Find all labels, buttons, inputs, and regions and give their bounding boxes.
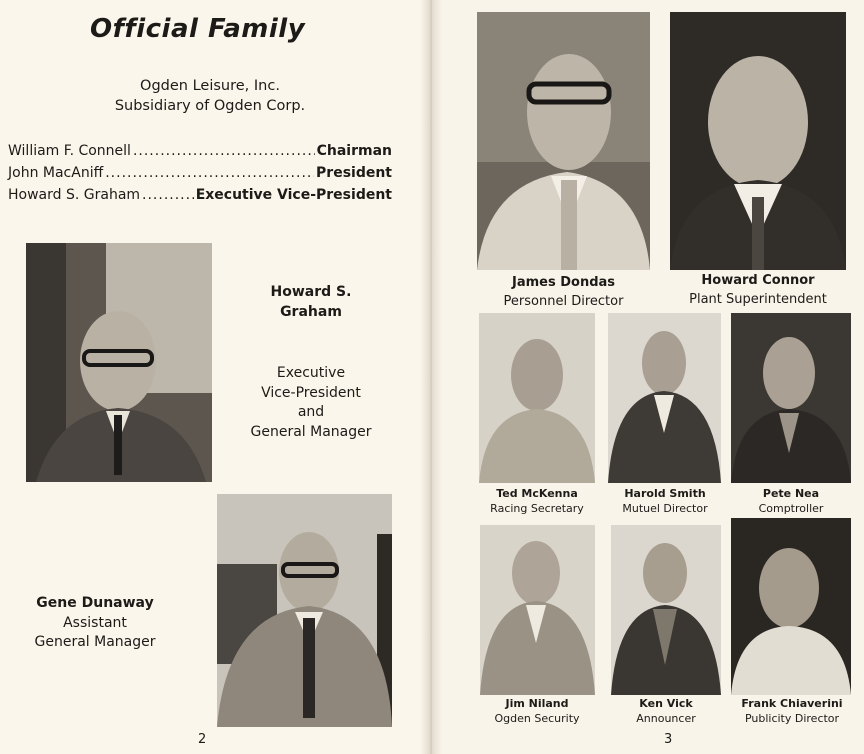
- officer-name: John MacAniff: [8, 165, 104, 181]
- person-name: Pete Nea: [762, 487, 820, 500]
- portrait-photo-dondas: [477, 12, 650, 270]
- portrait-photo-vick: [611, 525, 721, 695]
- person-title: Comptroller: [758, 502, 824, 515]
- person-title: Plant Superintendent: [689, 292, 827, 307]
- person-name: Graham: [280, 304, 342, 320]
- company-block: [60, 76, 360, 116]
- company-name: Ogden Leisure, Inc.: [140, 78, 280, 94]
- portrait-photo-graham: [26, 243, 212, 482]
- person-title: Mutuel Director: [622, 502, 708, 515]
- smith-caption: [604, 486, 726, 516]
- person-name: Ted McKenna: [496, 487, 578, 500]
- officer-row: [8, 162, 392, 184]
- portrait-photo-niland: [480, 525, 595, 695]
- person-title: General Manager: [34, 634, 156, 650]
- leader-dots: [133, 140, 315, 162]
- vick-caption: [604, 696, 728, 726]
- person-title: Executive: [276, 365, 346, 381]
- leader-dots: [142, 184, 194, 206]
- officers-list: [8, 140, 392, 206]
- person-name: Jim Niland: [505, 697, 569, 710]
- officer-row: [8, 140, 392, 162]
- person-title: Personnel Director: [503, 294, 624, 309]
- officer-role: President: [316, 165, 392, 181]
- portrait-photo-mckenna: [479, 313, 595, 483]
- nea-caption: [731, 486, 851, 516]
- person-name: Howard S.: [270, 284, 352, 300]
- right-page: [428, 0, 864, 754]
- person-title: Vice-President: [261, 384, 361, 401]
- page-number: 2: [198, 732, 207, 747]
- company-subsidiary: Subsidiary of Ogden Corp.: [114, 98, 306, 114]
- niland-caption: [474, 696, 600, 726]
- page-gutter: [420, 0, 442, 754]
- person-name: Gene Dunaway: [36, 595, 154, 611]
- dondas-caption: [477, 273, 650, 311]
- page-title: Official Family: [90, 14, 306, 44]
- dunaway-caption: [20, 594, 170, 653]
- person-title: Ogden Security: [494, 712, 580, 725]
- chiaverini-caption: [726, 696, 858, 726]
- left-page: [0, 0, 428, 754]
- person-title: and: [297, 404, 325, 420]
- portrait-photo-nea: [731, 313, 851, 483]
- officer-row: [8, 184, 392, 206]
- leader-dots: [105, 162, 314, 184]
- connor-caption: [670, 271, 846, 309]
- person-name: Harold Smith: [624, 487, 706, 500]
- officer-role: Chairman: [316, 143, 392, 159]
- person-name: James Dondas: [511, 275, 616, 290]
- portrait-photo-connor: [670, 12, 846, 270]
- mckenna-caption: [474, 486, 600, 516]
- officer-name: William F. Connell: [8, 143, 131, 159]
- graham-title: [236, 364, 386, 442]
- portrait-photo-smith: [608, 313, 721, 483]
- person-name: Ken Vick: [639, 697, 693, 710]
- person-name: Frank Chiaverini: [741, 697, 843, 710]
- portrait-photo-chiaverini: [731, 518, 851, 695]
- officer-name: Howard S. Graham: [8, 187, 141, 203]
- person-title: Announcer: [636, 712, 696, 725]
- person-title: Racing Secretary: [490, 502, 584, 515]
- officer-role: Executive Vice-President: [195, 187, 392, 203]
- portrait-photo-dunaway: [217, 494, 392, 727]
- person-name: Howard Connor: [701, 273, 815, 288]
- page-number: 3: [664, 732, 673, 747]
- person-title: General Manager: [250, 423, 372, 440]
- graham-caption: [236, 282, 386, 322]
- person-title: Publicity Director: [744, 712, 840, 725]
- person-title: Assistant: [63, 614, 127, 631]
